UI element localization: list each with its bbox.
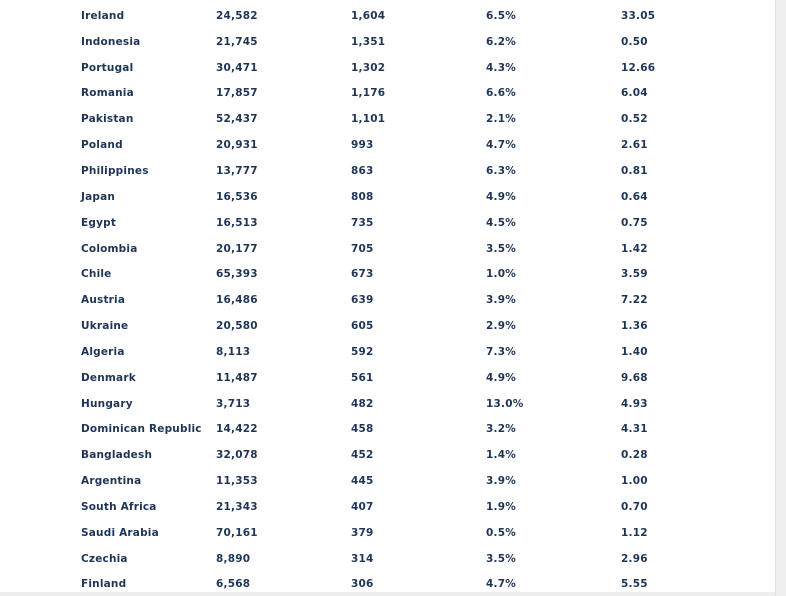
value-cell-2: 452 <box>351 449 374 462</box>
value-cell-4: 0.52 <box>621 113 648 126</box>
value-cell-3: 4.9% <box>486 371 516 384</box>
value-cell-1: 8,890 <box>216 552 251 565</box>
table-row <box>0 184 741 210</box>
value-cell-2: 561 <box>351 371 374 384</box>
country-cell: Portugal <box>81 61 134 74</box>
value-cell-1: 20,580 <box>216 320 258 333</box>
value-cell-1: 14,422 <box>216 423 258 436</box>
country-cell: Chile <box>81 268 112 281</box>
value-cell-4: 4.93 <box>621 397 648 410</box>
value-cell-3: 1.0% <box>486 268 516 281</box>
value-cell-1: 16,536 <box>216 190 258 203</box>
country-cell: Dominican Republic <box>81 423 202 436</box>
value-cell-1: 3,713 <box>216 397 251 410</box>
scrollbar-track[interactable] <box>775 0 786 596</box>
table-row <box>0 468 741 494</box>
value-cell-2: 639 <box>351 294 374 307</box>
table-row <box>0 417 741 443</box>
value-cell-4: 1.12 <box>621 526 648 539</box>
value-cell-3: 1.9% <box>486 500 516 513</box>
table-row <box>0 339 741 365</box>
value-cell-1: 6,568 <box>216 578 251 591</box>
table-row <box>0 29 741 55</box>
value-cell-1: 16,513 <box>216 216 258 229</box>
value-cell-2: 592 <box>351 345 374 358</box>
value-cell-1: 17,857 <box>216 87 258 100</box>
value-cell-3: 4.9% <box>486 190 516 203</box>
value-cell-4: 1.36 <box>621 320 648 333</box>
value-cell-4: 1.40 <box>621 345 648 358</box>
table-row <box>0 520 741 546</box>
country-cell: Hungary <box>81 397 133 410</box>
value-cell-3: 6.3% <box>486 164 516 177</box>
table-row <box>0 236 741 262</box>
value-cell-4: 0.28 <box>621 449 648 462</box>
value-cell-3: 1.4% <box>486 449 516 462</box>
value-cell-1: 30,471 <box>216 61 258 74</box>
value-cell-2: 379 <box>351 526 374 539</box>
value-cell-4: 0.75 <box>621 216 648 229</box>
value-cell-1: 8,113 <box>216 345 251 358</box>
value-cell-4: 5.55 <box>621 578 648 591</box>
value-cell-4: 2.61 <box>621 139 648 152</box>
value-cell-1: 21,745 <box>216 35 258 48</box>
table-row <box>0 210 741 236</box>
value-cell-4: 0.50 <box>621 35 648 48</box>
value-cell-2: 1,302 <box>351 61 386 74</box>
country-cell: South Africa <box>81 500 157 513</box>
bottom-edge <box>0 592 775 596</box>
table-row <box>0 132 741 158</box>
country-cell: Czechia <box>81 552 128 565</box>
value-cell-1: 24,582 <box>216 9 258 22</box>
value-cell-2: 407 <box>351 500 374 513</box>
value-cell-3: 6.2% <box>486 35 516 48</box>
country-cell: Philippines <box>81 164 149 177</box>
value-cell-3: 4.3% <box>486 61 516 74</box>
value-cell-1: 16,486 <box>216 294 258 307</box>
value-cell-4: 12.66 <box>621 61 656 74</box>
value-cell-1: 20,931 <box>216 139 258 152</box>
value-cell-4: 0.64 <box>621 190 648 203</box>
value-cell-1: 70,161 <box>216 526 258 539</box>
value-cell-3: 3.9% <box>486 475 516 488</box>
value-cell-1: 21,343 <box>216 500 258 513</box>
value-cell-2: 808 <box>351 190 374 203</box>
table-row <box>0 313 741 339</box>
country-cell: Austria <box>81 294 126 307</box>
value-cell-2: 993 <box>351 139 374 152</box>
country-cell: Japan <box>81 190 116 203</box>
value-cell-2: 482 <box>351 397 374 410</box>
value-cell-4: 6.04 <box>621 87 648 100</box>
country-cell: Finland <box>81 578 127 591</box>
country-cell: Saudi Arabia <box>81 526 159 539</box>
country-cell: Argentina <box>81 475 142 488</box>
value-cell-1: 65,393 <box>216 268 258 281</box>
value-cell-3: 7.3% <box>486 345 516 358</box>
value-cell-3: 3.5% <box>486 552 516 565</box>
country-cell: Ireland <box>81 9 125 22</box>
value-cell-2: 735 <box>351 216 374 229</box>
country-cell: Algeria <box>81 345 125 358</box>
value-cell-2: 705 <box>351 242 374 255</box>
country-cell: Colombia <box>81 242 138 255</box>
value-cell-1: 20,177 <box>216 242 258 255</box>
value-cell-1: 52,437 <box>216 113 258 126</box>
table-body <box>0 3 741 596</box>
value-cell-4: 3.59 <box>621 268 648 281</box>
value-cell-3: 2.9% <box>486 320 516 333</box>
country-cell: Bangladesh <box>81 449 153 462</box>
value-cell-3: 4.5% <box>486 216 516 229</box>
value-cell-3: 0.5% <box>486 526 516 539</box>
table-row <box>0 365 741 391</box>
table-row <box>0 158 741 184</box>
data-table <box>0 3 741 596</box>
value-cell-4: 33.05 <box>621 9 656 22</box>
value-cell-1: 32,078 <box>216 449 258 462</box>
value-cell-2: 673 <box>351 268 374 281</box>
value-cell-4: 0.70 <box>621 500 648 513</box>
value-cell-4: 1.00 <box>621 475 648 488</box>
country-cell: Denmark <box>81 371 136 384</box>
value-cell-3: 3.9% <box>486 294 516 307</box>
table-row <box>0 546 741 572</box>
value-cell-4: 1.42 <box>621 242 648 255</box>
value-cell-3: 6.5% <box>486 9 516 22</box>
country-cell: Egypt <box>81 216 117 229</box>
table-row <box>0 81 741 107</box>
country-cell: Ukraine <box>81 320 129 333</box>
value-cell-2: 458 <box>351 423 374 436</box>
table-row <box>0 55 741 81</box>
table-row <box>0 494 741 520</box>
value-cell-2: 863 <box>351 164 374 177</box>
country-cell: Pakistan <box>81 113 134 126</box>
value-cell-4: 0.81 <box>621 164 648 177</box>
value-cell-2: 1,351 <box>351 35 386 48</box>
value-cell-4: 9.68 <box>621 371 648 384</box>
table-row <box>0 106 741 132</box>
value-cell-3: 2.1% <box>486 113 516 126</box>
value-cell-4: 4.31 <box>621 423 648 436</box>
value-cell-2: 1,176 <box>351 87 386 100</box>
country-cell: Indonesia <box>81 35 141 48</box>
value-cell-1: 11,487 <box>216 371 258 384</box>
value-cell-2: 1,604 <box>351 9 386 22</box>
table-row <box>0 442 741 468</box>
value-cell-2: 445 <box>351 475 374 488</box>
value-cell-1: 13,777 <box>216 164 258 177</box>
value-cell-3: 4.7% <box>486 578 516 591</box>
value-cell-2: 605 <box>351 320 374 333</box>
value-cell-4: 7.22 <box>621 294 648 307</box>
value-cell-2: 314 <box>351 552 374 565</box>
value-cell-4: 2.96 <box>621 552 648 565</box>
country-cell: Romania <box>81 87 134 100</box>
table-row <box>0 391 741 417</box>
value-cell-3: 6.6% <box>486 87 516 100</box>
value-cell-3: 3.5% <box>486 242 516 255</box>
country-cell: Poland <box>81 139 123 152</box>
table-row <box>0 287 741 313</box>
value-cell-2: 1,101 <box>351 113 386 126</box>
value-cell-2: 306 <box>351 578 374 591</box>
table-row <box>0 3 741 29</box>
table-row <box>0 261 741 287</box>
value-cell-3: 13.0% <box>486 397 524 410</box>
value-cell-3: 4.7% <box>486 139 516 152</box>
value-cell-1: 11,353 <box>216 475 258 488</box>
value-cell-3: 3.2% <box>486 423 516 436</box>
